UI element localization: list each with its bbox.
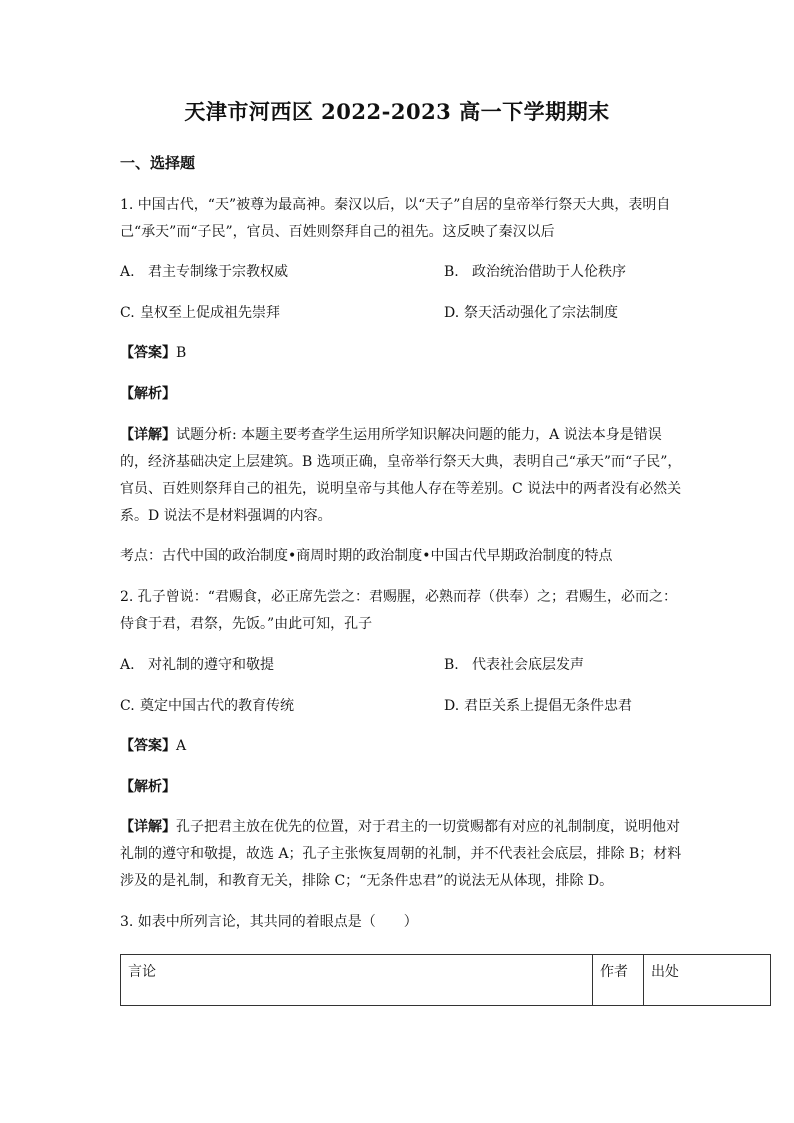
option-text: 君主专制缘于宗教权威 xyxy=(148,264,288,280)
option-text: 君臣关系上提倡无条件忠君 xyxy=(464,698,632,714)
option-letter: C. xyxy=(120,698,135,714)
section-heading: 一、选择题 xyxy=(120,154,196,172)
table-row xyxy=(121,955,771,1006)
table-header-cell: 言论 xyxy=(121,955,593,1006)
q2-option-d xyxy=(444,696,632,716)
question-1-stem: 1. 中国古代，“天”被尊为最高神。秦汉以后，以“天子”自居的皇帝举行祭天大典，表明自己“承天”而“子民”，官员、百姓则祭拜自己的祖先。这反映了秦汉以后 xyxy=(120,197,671,240)
option-letter: B. xyxy=(444,264,459,280)
option-letter: A. xyxy=(120,264,135,280)
option-letter: B. xyxy=(444,657,459,673)
option-text: 皇权至上促成祖先崇拜 xyxy=(140,305,280,321)
table-header-cell: 出处 xyxy=(644,955,771,1006)
option-text: 奠定中国古代的教育传统 xyxy=(140,698,294,714)
detail-label: 【详解】 xyxy=(120,427,176,443)
option-text: 祭天活动强化了宗法制度 xyxy=(464,305,618,321)
detail-text: 试题分析: 本题主要考查学生运用所学知识解决问题的能力，A 说法本身是错误的，经济基础决定上层建筑。B 选项正确，皇帝举行祭天大典，表明自己“承天”而“子民”，官员、百姓则祭拜自己的祖先，说明皇帝与其他人存在等差别。C 说法中的两者没有必然关系。D 说法不是材料强调的内容。 xyxy=(120,427,682,524)
detail-text: 孔子把君主放在优先的位置，对于君主的一切赏赐都有对应的礼制制度，说明他对礼制的遵守和敬提，故选 A；孔子主张恢复周朝的礼制，并不代表社会底层，排除 B；材料涉及的是礼制，和教育无关，排除 C；“无条件忠君”的说法无从体现，排除 D。 xyxy=(120,819,682,889)
answer-label: 【答案】 xyxy=(120,738,176,754)
q2-option-a xyxy=(120,655,274,675)
option-letter: D. xyxy=(444,698,460,714)
q1-detail xyxy=(120,422,686,530)
answer-label: 【答案】 xyxy=(120,345,176,361)
q2-answer xyxy=(120,736,186,756)
q1-answer xyxy=(120,343,186,363)
option-letter: D. xyxy=(444,305,460,321)
q1-option-c xyxy=(120,303,280,323)
q1-option-b xyxy=(444,262,626,282)
option-text: 代表社会底层发声 xyxy=(472,657,584,673)
q2-option-b xyxy=(444,655,584,675)
q2-analysis-label: 【解析】 xyxy=(120,779,176,795)
detail-label: 【详解】 xyxy=(120,819,176,835)
q3-table xyxy=(120,954,771,1006)
q1-kaodian: 考点：古代中国的政治制度•商周时期的政治制度•中国古代早期政治制度的特点 xyxy=(120,548,613,564)
q1-analysis-label: 【解析】 xyxy=(120,386,176,402)
question-3-stem: 3. 如表中所列言论，其共同的着眼点是（ ） xyxy=(120,914,418,930)
q2-option-c xyxy=(120,696,294,716)
q1-option-a xyxy=(120,262,288,282)
q2-detail xyxy=(120,814,686,895)
option-letter: C. xyxy=(120,305,135,321)
option-text: 对礼制的遵守和敬提 xyxy=(148,657,274,673)
option-text: 政治统治借助于人伦秩序 xyxy=(472,264,626,280)
answer-value: A xyxy=(176,738,187,754)
question-2-stem: 2. 孔子曾说：“君赐食，必正席先尝之：君赐腥，必熟而荐（供奉）之；君赐生，必而之：侍食于君，君祭，先饭。”由此可知，孔子 xyxy=(120,589,677,632)
q1-option-d xyxy=(444,303,618,323)
page-title: 天津市河西区 2022-2023 高一下学期期末 xyxy=(184,99,610,124)
answer-value: B xyxy=(176,345,187,361)
table-header-cell: 作者 xyxy=(593,955,644,1006)
option-letter: A. xyxy=(120,657,135,673)
